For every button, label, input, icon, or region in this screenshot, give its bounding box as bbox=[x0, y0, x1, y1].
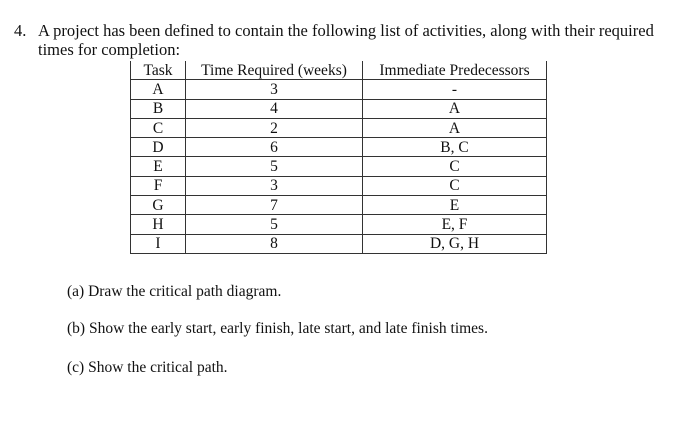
predecessor-cell: E, F bbox=[363, 215, 547, 234]
header-time-required: Time Required (weeks) bbox=[186, 61, 363, 80]
task-cell: G bbox=[131, 196, 186, 215]
task-cell: B bbox=[131, 99, 186, 118]
table-row bbox=[131, 118, 547, 137]
time-cell: 3 bbox=[186, 176, 363, 195]
question-text-line1: A project has been defined to contain the following list of activities, along with their required bbox=[38, 21, 654, 40]
table-header-row bbox=[131, 61, 547, 80]
predecessor-cell: D, G, H bbox=[363, 234, 547, 253]
time-cell: 5 bbox=[186, 157, 363, 176]
time-cell: 6 bbox=[186, 138, 363, 157]
part-a-text: (a) Draw the critical path diagram. bbox=[67, 283, 282, 300]
predecessor-cell: C bbox=[363, 157, 547, 176]
predecessor-cell: - bbox=[363, 80, 547, 99]
question-text-line2: times for completion: bbox=[38, 40, 181, 59]
table-row bbox=[131, 215, 547, 234]
task-cell: F bbox=[131, 176, 186, 195]
question-prompt bbox=[14, 21, 684, 59]
table-row bbox=[131, 80, 547, 99]
question-first-line bbox=[14, 21, 684, 40]
header-task: Task bbox=[131, 61, 186, 80]
table-row bbox=[131, 138, 547, 157]
time-cell: 8 bbox=[186, 234, 363, 253]
table-row bbox=[131, 176, 547, 195]
task-cell: I bbox=[131, 234, 186, 253]
time-cell: 3 bbox=[186, 80, 363, 99]
part-c-text: (c) Show the critical path. bbox=[67, 359, 228, 376]
time-cell: 5 bbox=[186, 215, 363, 234]
task-cell: E bbox=[131, 157, 186, 176]
task-cell: C bbox=[131, 118, 186, 137]
table-row bbox=[131, 196, 547, 215]
question-number: 4. bbox=[14, 21, 27, 40]
time-cell: 2 bbox=[186, 118, 363, 137]
table-row bbox=[131, 234, 547, 253]
table-row bbox=[131, 99, 547, 118]
task-cell: H bbox=[131, 215, 186, 234]
predecessor-cell: C bbox=[363, 176, 547, 195]
header-immediate-predecessors: Immediate Predecessors bbox=[363, 61, 547, 80]
predecessor-cell: B, C bbox=[363, 138, 547, 157]
task-cell: A bbox=[131, 80, 186, 99]
activities-table bbox=[130, 61, 547, 254]
task-cell: D bbox=[131, 138, 186, 157]
table-row bbox=[131, 157, 547, 176]
part-b-text: (b) Show the early start, early finish, late start, and late finish times. bbox=[67, 320, 488, 337]
predecessor-cell: A bbox=[363, 99, 547, 118]
predecessor-cell: A bbox=[363, 118, 547, 137]
time-cell: 4 bbox=[186, 99, 363, 118]
predecessor-cell: E bbox=[363, 196, 547, 215]
time-cell: 7 bbox=[186, 196, 363, 215]
